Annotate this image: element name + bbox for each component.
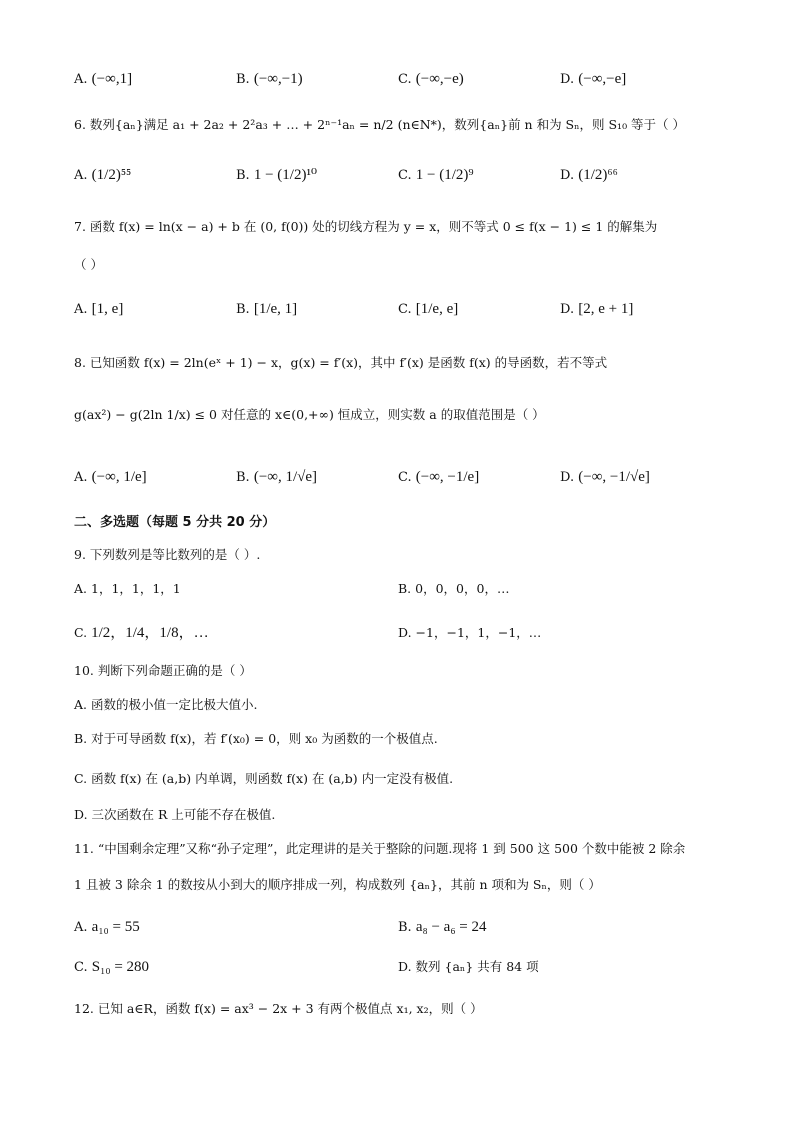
q11-option-c [74,958,149,977]
option-label: C. [398,470,412,485]
option-text: (−∞,−e] [578,71,627,87]
option-text: (−∞,1] [91,71,133,87]
option-label: D. [560,302,575,317]
question-text-cont: （ ） [74,257,103,272]
option-label: D. [560,168,575,183]
option-text: (−∞, 1/√e] [253,469,318,485]
option-label: C. [74,960,88,975]
q7-option-c [398,300,458,319]
option-text: 1 − (1/2)¹⁰ [253,167,317,183]
option-text: 1 − (1/2)⁹ [415,167,474,183]
option-label: C. [398,72,412,87]
option-label: B. [74,731,88,746]
option-text: (−∞,−1) [253,71,303,87]
q8-option-b [236,468,317,487]
option-label: D. [74,807,88,822]
question-text: 6. 数列{aₙ}满足 a₁ + 2a₂ + 2²a₃ + … + 2ⁿ⁻¹aₙ = n/2 (n∈N*)，数列{aₙ}前 n 和为 Sₙ，则 S₁₀ 等于（ ） [74,117,686,132]
q11-option-b [398,918,487,937]
q9-option-c [74,624,209,642]
option-text: 1/2，1/4，1/8，… [91,625,209,641]
option-text: 三次函数在 R 上可能不存在极值. [91,807,276,822]
q9-option-b [398,580,509,598]
option-text: [1, e] [91,301,124,317]
option-text: −1，−1，1，−1，… [415,625,542,640]
section-title: 二、多选题（每题 5 分共 20 分） [74,515,276,530]
option-text: 0，0，0，0，… [415,581,510,596]
option-label: A. [74,168,88,183]
q5-options [0,70,794,94]
option-label: C. [74,771,88,786]
option-label: C. [74,625,88,640]
q11-option-d [398,958,539,976]
option-text: 1，1，1，1，1 [91,581,181,596]
option-label: A. [74,470,88,485]
option-label: D. [560,72,575,87]
question-text-cont: g(ax²) − g(2ln 1/x) ≤ 0 对任意的 x∈(0,+∞) 恒成立，则实数 a 的取值范围是（ ） [74,407,545,422]
q6-option-d [560,166,618,185]
q6-option-a [74,166,131,185]
option-text: [1/e, e] [415,301,459,317]
option-text: (−∞, 1/e] [91,469,147,485]
option-text: a₁₀ = 55 [91,919,140,935]
question-text: 7. 函数 f(x) = ln(x − a) + b 在 (0, f(0)) 处的切线方程为 y = x，则不等式 0 ≤ f(x − 1) ≤ 1 的解集为 [74,219,658,234]
option-label: B. [236,168,250,183]
option-label: D. [560,470,575,485]
option-label: D. [398,959,412,974]
q7-option-d [560,300,633,319]
q6-option-b [236,166,317,185]
option-label: A. [74,581,88,596]
q8-option-a [74,468,147,487]
q7-option-a [74,300,123,319]
option-label: B. [398,920,412,935]
q5-option-c [398,70,464,89]
option-text: 函数 f(x) 在 (a,b) 内单调，则函数 f(x) 在 (a,b) 内一定没有极值. [91,771,454,786]
q8-option-c [398,468,479,487]
option-text: S₁₀ = 280 [91,959,150,975]
q5-option-a [74,70,132,89]
question-text: 9. 下列数列是等比数列的是（ ）. [74,547,261,562]
question-text: 8. 已知函数 f(x) = 2ln(eˣ + 1) − x，g(x) = f′(x)，其中 f′(x) 是函数 f(x) 的导函数，若不等式 [74,355,608,370]
q6-option-c [398,166,474,185]
option-text: [1/e, 1] [253,301,298,317]
option-label: B. [236,470,250,485]
option-text: (1/2)⁵⁵ [91,167,132,183]
option-label: A. [74,920,88,935]
option-label: C. [398,302,412,317]
option-text: (1/2)⁶⁶ [578,167,618,183]
question-text: 12. 已知 a∈R，函数 f(x) = ax³ − 2x + 3 有两个极值点 x₁, x₂，则（ ） [74,1001,483,1016]
q9-option-a [74,580,181,598]
option-label: C. [398,168,412,183]
question-text: 10. 判断下列命题正确的是（ ） [74,663,252,678]
q7-option-b [236,300,297,319]
option-label: B. [236,302,250,317]
option-label: B. [236,72,250,87]
q5-option-b [236,70,303,89]
option-text: (−∞, −1/√e] [578,469,650,485]
question-text-cont: 1 且被 3 除余 1 的数按从小到大的顺序排成一列，构成数列 {aₙ}，其前 n 项和为 Sₙ，则（ ） [74,877,601,892]
q9-option-d [398,624,541,642]
option-label: A. [74,72,88,87]
option-text: 对于可导函数 f(x)，若 f′(x₀) = 0，则 x₀ 为函数的一个极值点. [91,731,438,746]
option-text: a₈ − a₆ = 24 [415,919,487,935]
option-text: (−∞, −1/e] [415,469,480,485]
option-text: 函数的极小值一定比极大值小. [91,697,258,712]
option-label: A. [74,302,88,317]
option-text: 数列 {aₙ} 共有 84 项 [415,959,539,974]
q5-option-d [560,70,626,89]
option-label: A. [74,697,88,712]
option-text: (−∞,−e) [415,71,464,87]
q11-option-a [74,918,140,937]
option-label: D. [398,625,412,640]
question-text: 11. “中国剩余定理”又称“孙子定理”，此定理讲的是关于整除的问题.现将 1 到 500 这 500 个数中能被 2 除余 [74,841,686,856]
option-label: B. [398,581,412,596]
option-text: [2, e + 1] [578,301,634,317]
q8-option-d [560,468,650,487]
